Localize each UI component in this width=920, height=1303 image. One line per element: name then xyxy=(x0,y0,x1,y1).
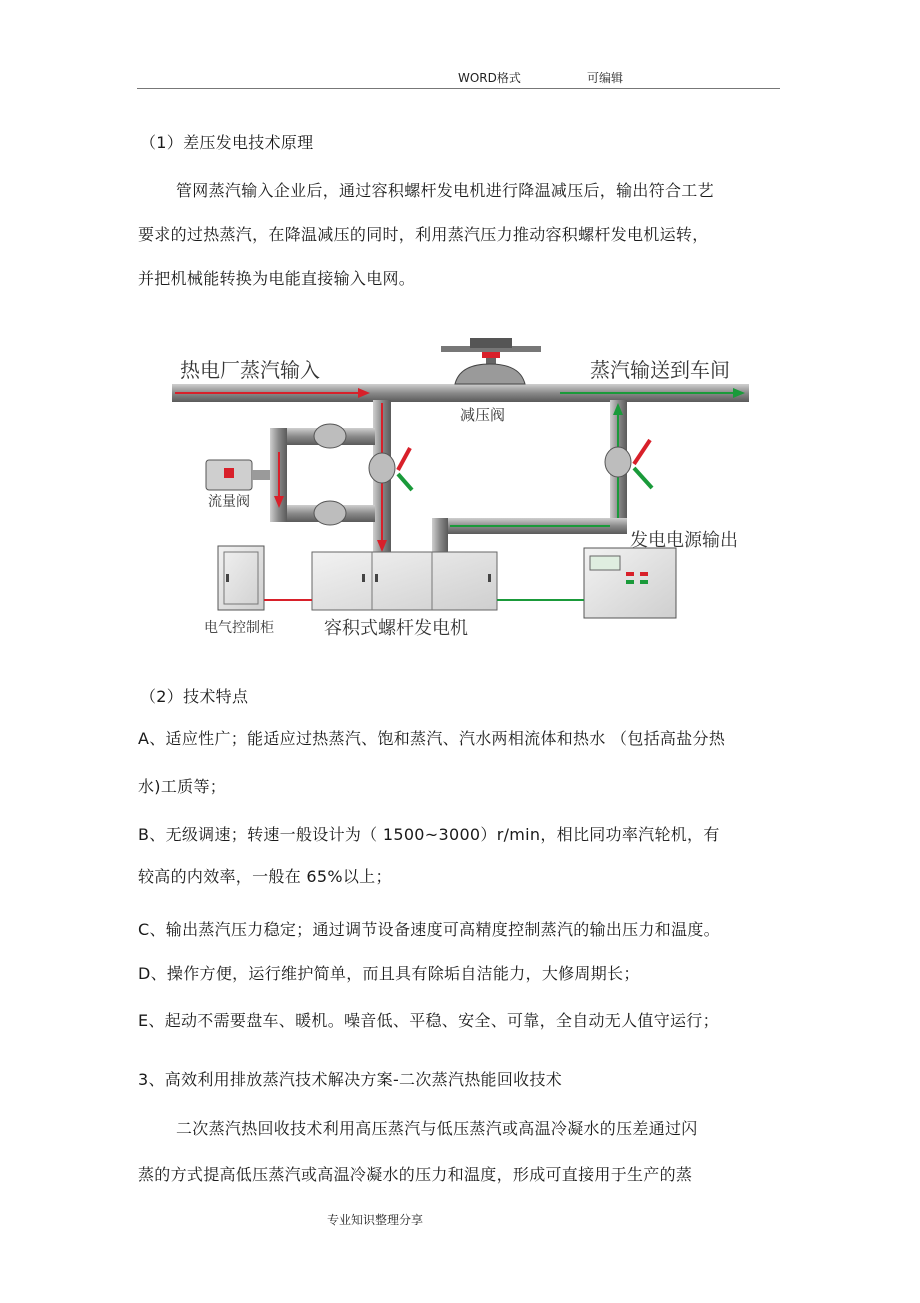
feature-a-line-2: 水)工质等； xyxy=(138,777,227,796)
feature-c: C、输出蒸汽压力稳定；通过调节设备速度可高精度控制蒸汽的输出压力和温度。 xyxy=(138,920,720,939)
section3-heading: 3、高效利用排放蒸汽技术解决方案-二次蒸汽热能回收技术 xyxy=(138,1070,563,1089)
label-control-cabinet: 电气控制柜 xyxy=(204,620,274,636)
feature-b-line-2: 较高的内效率，一般在 65%以上； xyxy=(138,867,392,886)
label-generator: 容积式螺杆发电机 xyxy=(324,618,468,639)
electrical-control-cabinet xyxy=(218,546,264,610)
section1-heading: （1）差压发电技术原理 xyxy=(140,133,314,152)
bypass-valve-icon xyxy=(369,453,395,483)
feature-a-line-1: A、适应性广；能适应过热蒸汽、饱和蒸汽、汽水两相流体和热水 （包括高盐分热 xyxy=(138,729,726,748)
section3-line-2: 蒸的方式提高低压蒸汽或高温冷凝水的压力和温度，形成可直接用于生产的蒸 xyxy=(138,1165,693,1184)
section2-heading: （2）技术特点 xyxy=(140,687,249,706)
label-flow-valve: 流量阀 xyxy=(208,494,250,510)
power-output-cabinet xyxy=(584,548,676,618)
section1-line-3: 并把机械能转换为电能直接输入电网。 xyxy=(138,269,416,288)
loop-valve-top-icon xyxy=(314,424,346,448)
label-reducing-valve: 减压阀 xyxy=(460,406,506,424)
feature-b-line-1: B、无级调速；转速一般设计为（ 1500~3000）r/min，相比同功率汽轮机，有 xyxy=(138,825,720,844)
section1-line-1: 管网蒸汽输入企业后，通过容积螺杆发电机进行降温减压后，输出符合工艺 xyxy=(176,181,714,200)
section1-line-2: 要求的过热蒸汽，在降温减压的同时，利用蒸汽压力推动容积螺杆发电机运转， xyxy=(138,225,709,244)
label-steam-input: 热电厂蒸汽输入 xyxy=(180,358,320,382)
feature-e: E、起动不需要盘车、暖机。噪音低、平稳、安全、可靠，全自动无人值守运行； xyxy=(138,1011,719,1030)
feature-d: D、操作方便，运行维护简单，而且具有除垢自洁能力，大修周期长； xyxy=(138,964,640,983)
output-valve-icon xyxy=(605,447,631,477)
screw-generator xyxy=(312,552,497,610)
header-editable: 可编辑 xyxy=(587,71,624,85)
flow-valve-actuator-icon xyxy=(206,460,270,490)
header-word-format: WORD格式 xyxy=(458,71,521,85)
page-footer: 专业知识整理分享 xyxy=(327,1213,424,1227)
label-steam-output: 蒸汽输送到车间 xyxy=(590,358,730,382)
label-power-output: 发电电源输出 xyxy=(630,530,738,551)
loop-valve-bottom-icon xyxy=(314,501,346,525)
reducing-valve-icon xyxy=(441,338,541,384)
section3-line-1: 二次蒸汽热回收技术利用高压蒸汽与低压蒸汽或高温冷凝水的压差通过闪 xyxy=(176,1119,698,1138)
